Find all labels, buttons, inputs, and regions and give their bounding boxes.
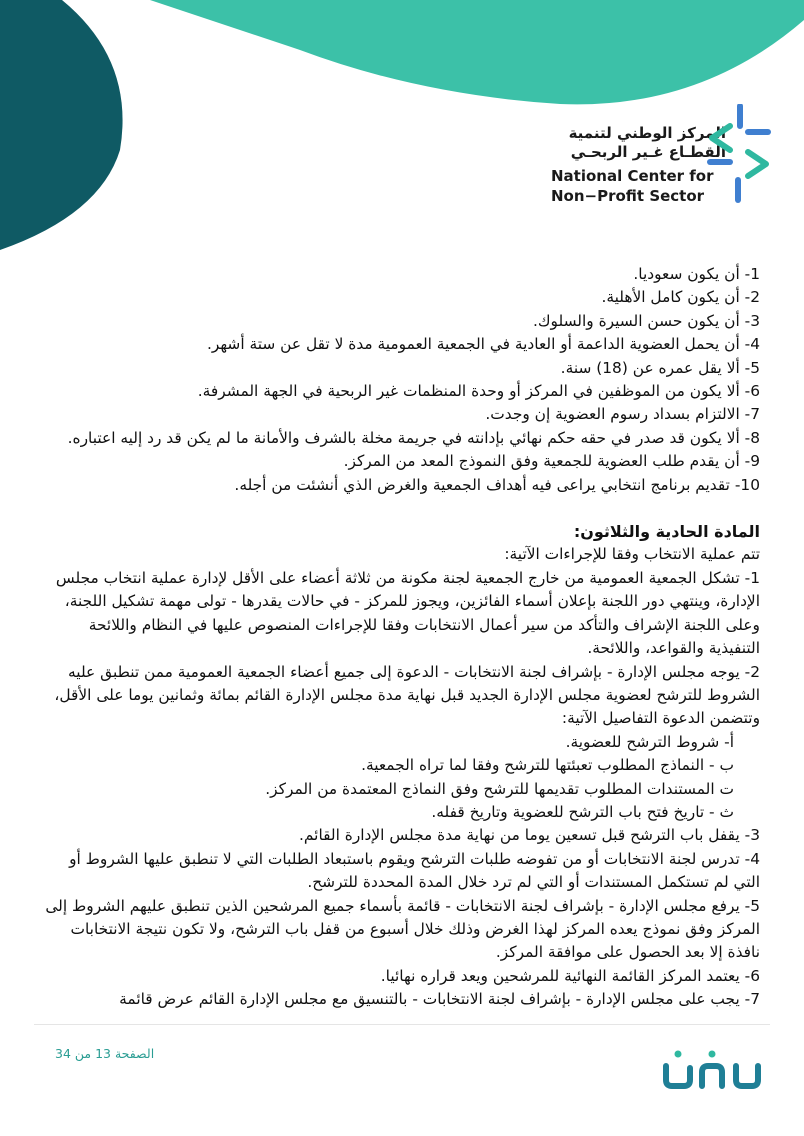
condition-6: 6- ألا يكون من الموظفين في المركز أو وحدة المنظمات غير الربحية في الجهة المشرفة. <box>197 382 760 401</box>
article-item-1: 1- تشكل الجمعية العمومية من خارج الجمعية لجنة مكونة من ثلاثة أعضاء على الأقل لإدارة عملية انتخاب مجلس الإدارة، وينتهي دور اللجنة بإعلان أسماء الفائزين، ويجوز للمركز - في حالات يقدرها - تولى مهمة تشكيل اللجنة، وعلى اللجنة الإشراف والتأكد من سير أعمال الانتخابات وفقا للإجراءات المنصوص عليها في النظام واللائحة التنفيذية والقواعد، واللائحة. <box>55 568 760 658</box>
article-sub-item-a: أ- شروط الترشح للعضوية. <box>565 732 734 751</box>
logo-arabic-line2: القطـاع غـير الربحـي <box>570 143 726 161</box>
article-title: المادة الحادية والثلاثون: <box>573 522 760 542</box>
logo-english-name <box>551 166 714 206</box>
article-sub-item-t: ت المستندات المطلوب تقديمها للترشح وفق النماذج المعتمدة من المركز. <box>265 779 734 798</box>
condition-1: 1- أن يكون سعوديا. <box>633 265 760 283</box>
condition-9: 9- أن يقدم طلب العضوية للجمعية وفق النموذج المعد من المركز. <box>343 452 760 471</box>
condition-4: 4- أن يحمل العضوية الداعمة أو العادية في الجمعية العمومية مدة لا تقل عن ستة أشهر. <box>206 335 760 354</box>
condition-2: 2- أن يكون كامل الأهلية. <box>601 288 760 307</box>
footer-divider <box>34 1024 770 1025</box>
condition-7: 7- الالتزام بسداد رسوم العضوية إن وجدت. <box>485 405 760 424</box>
article-sub-item-th: ث - تاريخ فتح باب الترشح للعضوية وتاريخ قفله. <box>431 802 734 821</box>
page-number: الصفحة 13 من 34 <box>55 1046 155 1061</box>
article-item-5: 5- يرفع مجلس الإدارة - بإشراف لجنة الانتخابات - قائمة بأسماء جميع المرشحين الذين تنطبق عليهم الشروط إلى المركز وفق نموذج يعده المركز لهذا الغرض وذلك خلال أسبوع من قفل باب الترشح، ولا تكون نتيجة الانتخابات نافذة إلا بعد الحصول على موافقة المركز. <box>45 896 760 962</box>
article-intro: تتم عملية الانتخاب وفقا للإجراءات الآتية: <box>504 545 760 564</box>
article-item-4: 4- تدرس لجنة الانتخابات أو من تفوضه طلبات الترشح ويقوم باستبعاد الطلبات التي لا تنطبق عليها الشروط أو التي لم تستكمل المستندات أو التي لم ترد خلال المدة المحددة للترشح. <box>69 849 760 892</box>
light-teal-arc <box>150 0 804 104</box>
article-item-3: 3- يقفل باب الترشح قبل تسعين يوما من نهاية مدة مجلس الإدارة القائم. <box>299 826 760 845</box>
article-item-2: 2- يوجه مجلس الإدارة - بإشراف لجنة الانتخابات - الدعوة إلى جميع أعضاء الجمعية العمومية ممن تنطبق عليه الشروط للترشح لعضوية مجلس الإدارة الجديد قبل نهاية مدة مجلس الإدارة القائم بمائة وثمانين يوما على الأقل، وتتضمن الدعوة التفاصيل الآتية: <box>54 662 760 728</box>
logo-english-line1: National Center for <box>551 167 714 185</box>
logo-english-line2: Non−Profit Sector <box>551 187 705 205</box>
article-sub-item-b: ب - النماذج المطلوب تعبئتها للترشح وفقا لما تراه الجمعية. <box>361 756 734 775</box>
ncnp-logo-icon <box>704 104 774 204</box>
condition-3: 3- أن يكون حسن السيرة والسلوك. <box>532 311 760 330</box>
article-item-7: 7- يجب على مجلس الإدارة - بإشراف لجنة الانتخابات - بالتنسيق مع مجلس الإدارة القائم عرض قائمة <box>119 990 760 1009</box>
condition-5: 5- ألا يقل عمره عن (18) سنة. <box>560 358 760 377</box>
logo-arabic-line1: المركز الوطني لتنمية <box>568 124 726 142</box>
dark-teal-quarter <box>0 0 123 250</box>
logo-arabic-name <box>569 124 726 162</box>
section-spacer <box>44 497 760 520</box>
article-item-6: 6- يعتمد المركز القائمة النهائية للمرشحين ويعد قراره نهائيا. <box>380 966 760 985</box>
condition-8: 8- ألا يكون قد صدر في حقه حكم نهائي بإدانته في جريمة مخلة بالشرف والأمانة ما لم يكن قد رد إليه اعتباره. <box>67 428 760 447</box>
condition-10: 10- تقديم برنامج انتخابي يراعى فيه أهداف الجمعية والغرض الذي أنشئت من أجله. <box>234 475 760 494</box>
noon-brand-logo-icon <box>660 1046 764 1092</box>
document-body <box>44 263 760 1012</box>
